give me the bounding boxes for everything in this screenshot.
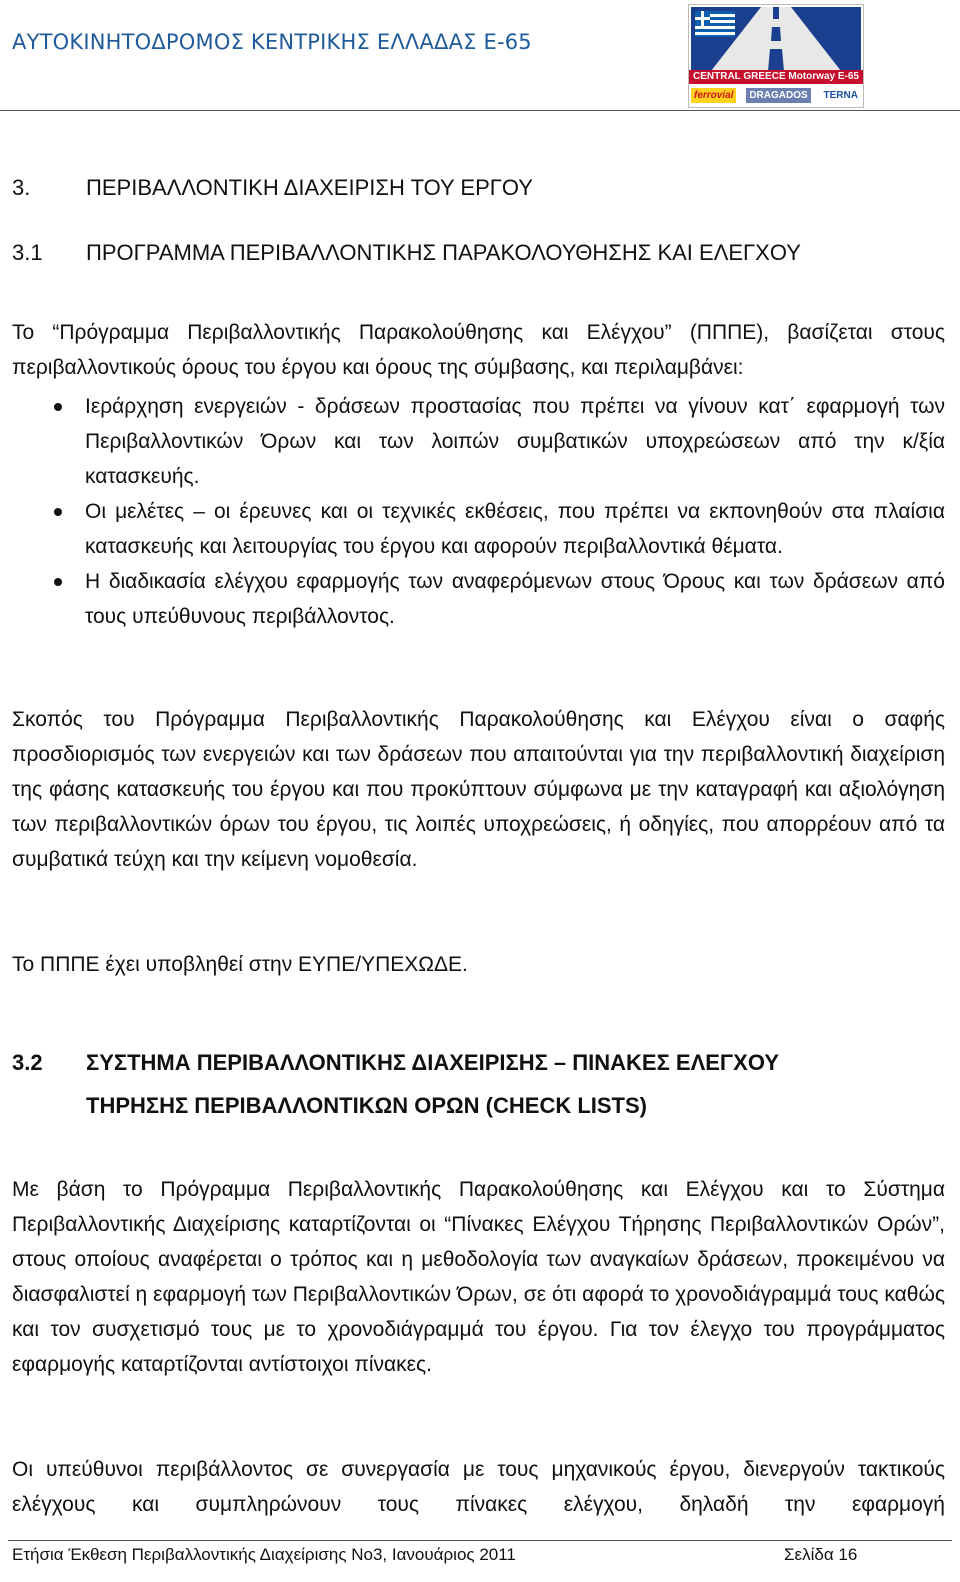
list-item-text: Οι μελέτες – οι έρευνες και οι τεχνικές εκθέσεις, που πρέπει να εκπονηθούν στα πλαίσια κατασκευής και λειτουργίας του έργου και αφορούν περιβαλλοντικά θέματα. [85, 500, 945, 558]
document-header-title: ΑΥΤΟΚΙΝΗΤΟΔΡΟΜΟΣ ΚΕΝΤΡΙΚΗΣ ΕΛΛΑΔΑΣ Ε-65 [12, 30, 532, 54]
greek-flag-icon [695, 11, 735, 37]
bullet-icon [54, 508, 62, 516]
section-title: ΠΡΟΓΡΑΜΜΑ ΠΕΡΙΒΑΛΛΟΝΤΙΚΗΣ ΠΑΡΑΚΟΛΟΥΘΗΣΗΣ ΚΑΙ ΕΛΕΓΧΟΥ [86, 240, 801, 265]
footer-page-number: Σελίδα 16 [784, 1545, 858, 1564]
partner-ferrovial: ferrovial [691, 88, 736, 103]
section-number: 3.1 [12, 240, 43, 265]
partner-terna: TERNA [823, 89, 858, 101]
section-title-line-1: ΣΥΣΤΗΜΑ ΠΕΡΙΒΑΛΛΟΝΤΙΚΗΣ ΔΙΑΧΕΙΡΙΣΗΣ – ΠΙΝΑΚΕΣ ΕΛΕΓΧΟΥ [86, 1050, 779, 1075]
logo-caption: CENTRAL GREECE Motorway E-65 [689, 70, 863, 84]
section-title-line-2: ΤΗΡΗΣΗΣ ΠΕΡΙΒΑΛΛΟΝΤΙΚΩΝ ΟΡΩΝ (CHECK LISTS) [86, 1093, 647, 1118]
list-item [54, 564, 945, 634]
section-number: 3. [12, 175, 31, 200]
basis-paragraph: Με βάση το Πρόγραμμα Περιβαλλοντικής Παρακολούθησης και Ελέγχου και το Σύστημα Περιβαλλοντικής Διαχείρισης καταρτίζονται οι “Πίνακες Ελέγχου Τήρησης Περιβαλλοντικών Ορών”, στους οποίους αναφέρεται ο τρόπος και η μεθοδολογία των αναγκαίων δράσεων, προκειμένου να διασφαλιστεί η εφαρμογή των Περιβαλλοντικών Όρων, σε ότι αφορά το χρονοδιάγραμμά τους καθώς και τον συσχετισμό τους με το χρονοδιάγραμμά του έργου. Για τον έλεγχο του προγράμματος εφαρμογής καταρτίζονται αντίστοιχοι πίνακες. [12, 1178, 945, 1376]
list-item [54, 389, 945, 494]
section-title: ΠΕΡΙΒΑΛΛΟΝΤΙΚΗ ΔΙΑΧΕΙΡΙΣΗ ΤΟΥ ΕΡΓΟΥ [86, 175, 533, 200]
footer-divider [8, 1540, 952, 1541]
logo-emblem [691, 7, 861, 71]
purpose-paragraph: Σκοπός του Πρόγραμμα Περιβαλλοντικής Παρακολούθησης και Ελέγχου είναι ο σαφής προσδιορισμός των ενεργειών και των δράσεων που απαιτούνται για την περιβαλλοντική διαχείριση της φάσης κατασκευής του έργου και που προκύπτουν σύμφωνα με την καταγραφή και αξιολόγηση των περιβαλλοντικών όρων του έργου, τις λοιπές υποχρεώσεις, ή οδηγίες, που απορρέουν από τα συμβατικά τεύχη και την κείμενη νομοθεσία. [12, 708, 945, 871]
bullet-icon [54, 578, 62, 586]
list-item-text: Η διαδικασία ελέγχου εφαρμογής των αναφερόμενων στους Όρους και των δράσεων από τους υπεύθυνους περιβάλλοντος. [85, 570, 945, 628]
motorway-logo [688, 4, 864, 108]
bullet-icon [54, 403, 62, 411]
bullet-list [54, 389, 945, 634]
logo-partners [691, 85, 861, 105]
section-number: 3.2 [12, 1050, 43, 1075]
list-item [54, 494, 945, 564]
header-divider [0, 110, 960, 111]
footer-document-title: Ετήσια Έκθεση Περιβαλλοντικής Διαχείρισης Νο3, Ιανουάριος 2011 [12, 1545, 516, 1564]
submitted-paragraph: Το ΠΠΠΕ έχει υποβληθεί στην ΕΥΠΕ/ΥΠΕΧΩΔΕ. [12, 953, 468, 976]
partner-dragados: DRAGADOS [746, 88, 810, 103]
list-item-text: Ιεράρχηση ενεργειών - δράσεων προστασίας που πρέπει να γίνουν κατ΄ εφαρμογή των Περιβαλλοντικών Όρων και των λοιπών συμβατικών υποχρεώσεων από την κ/ξία κατασκευής. [85, 395, 945, 488]
section-title [86, 1041, 779, 1127]
intro-paragraph: Το “Πρόγραμμα Περιβαλλοντικής Παρακολούθησης και Ελέγχου” (ΠΠΠΕ), βασίζεται στους περιβαλλοντικούς όρους του έργου και όρους της σύμβασης, και περιλαμβάνει: [12, 321, 945, 379]
officers-paragraph: Οι υπεύθυνοι περιβάλλοντος σε συνεργασία με τους μηχανικούς έργου, διενεργούν τακτικούς ελέγχους και συμπληρώνουν τους πίνακες ελέγχου, δηλαδή την εφαρμογή [12, 1458, 945, 1516]
